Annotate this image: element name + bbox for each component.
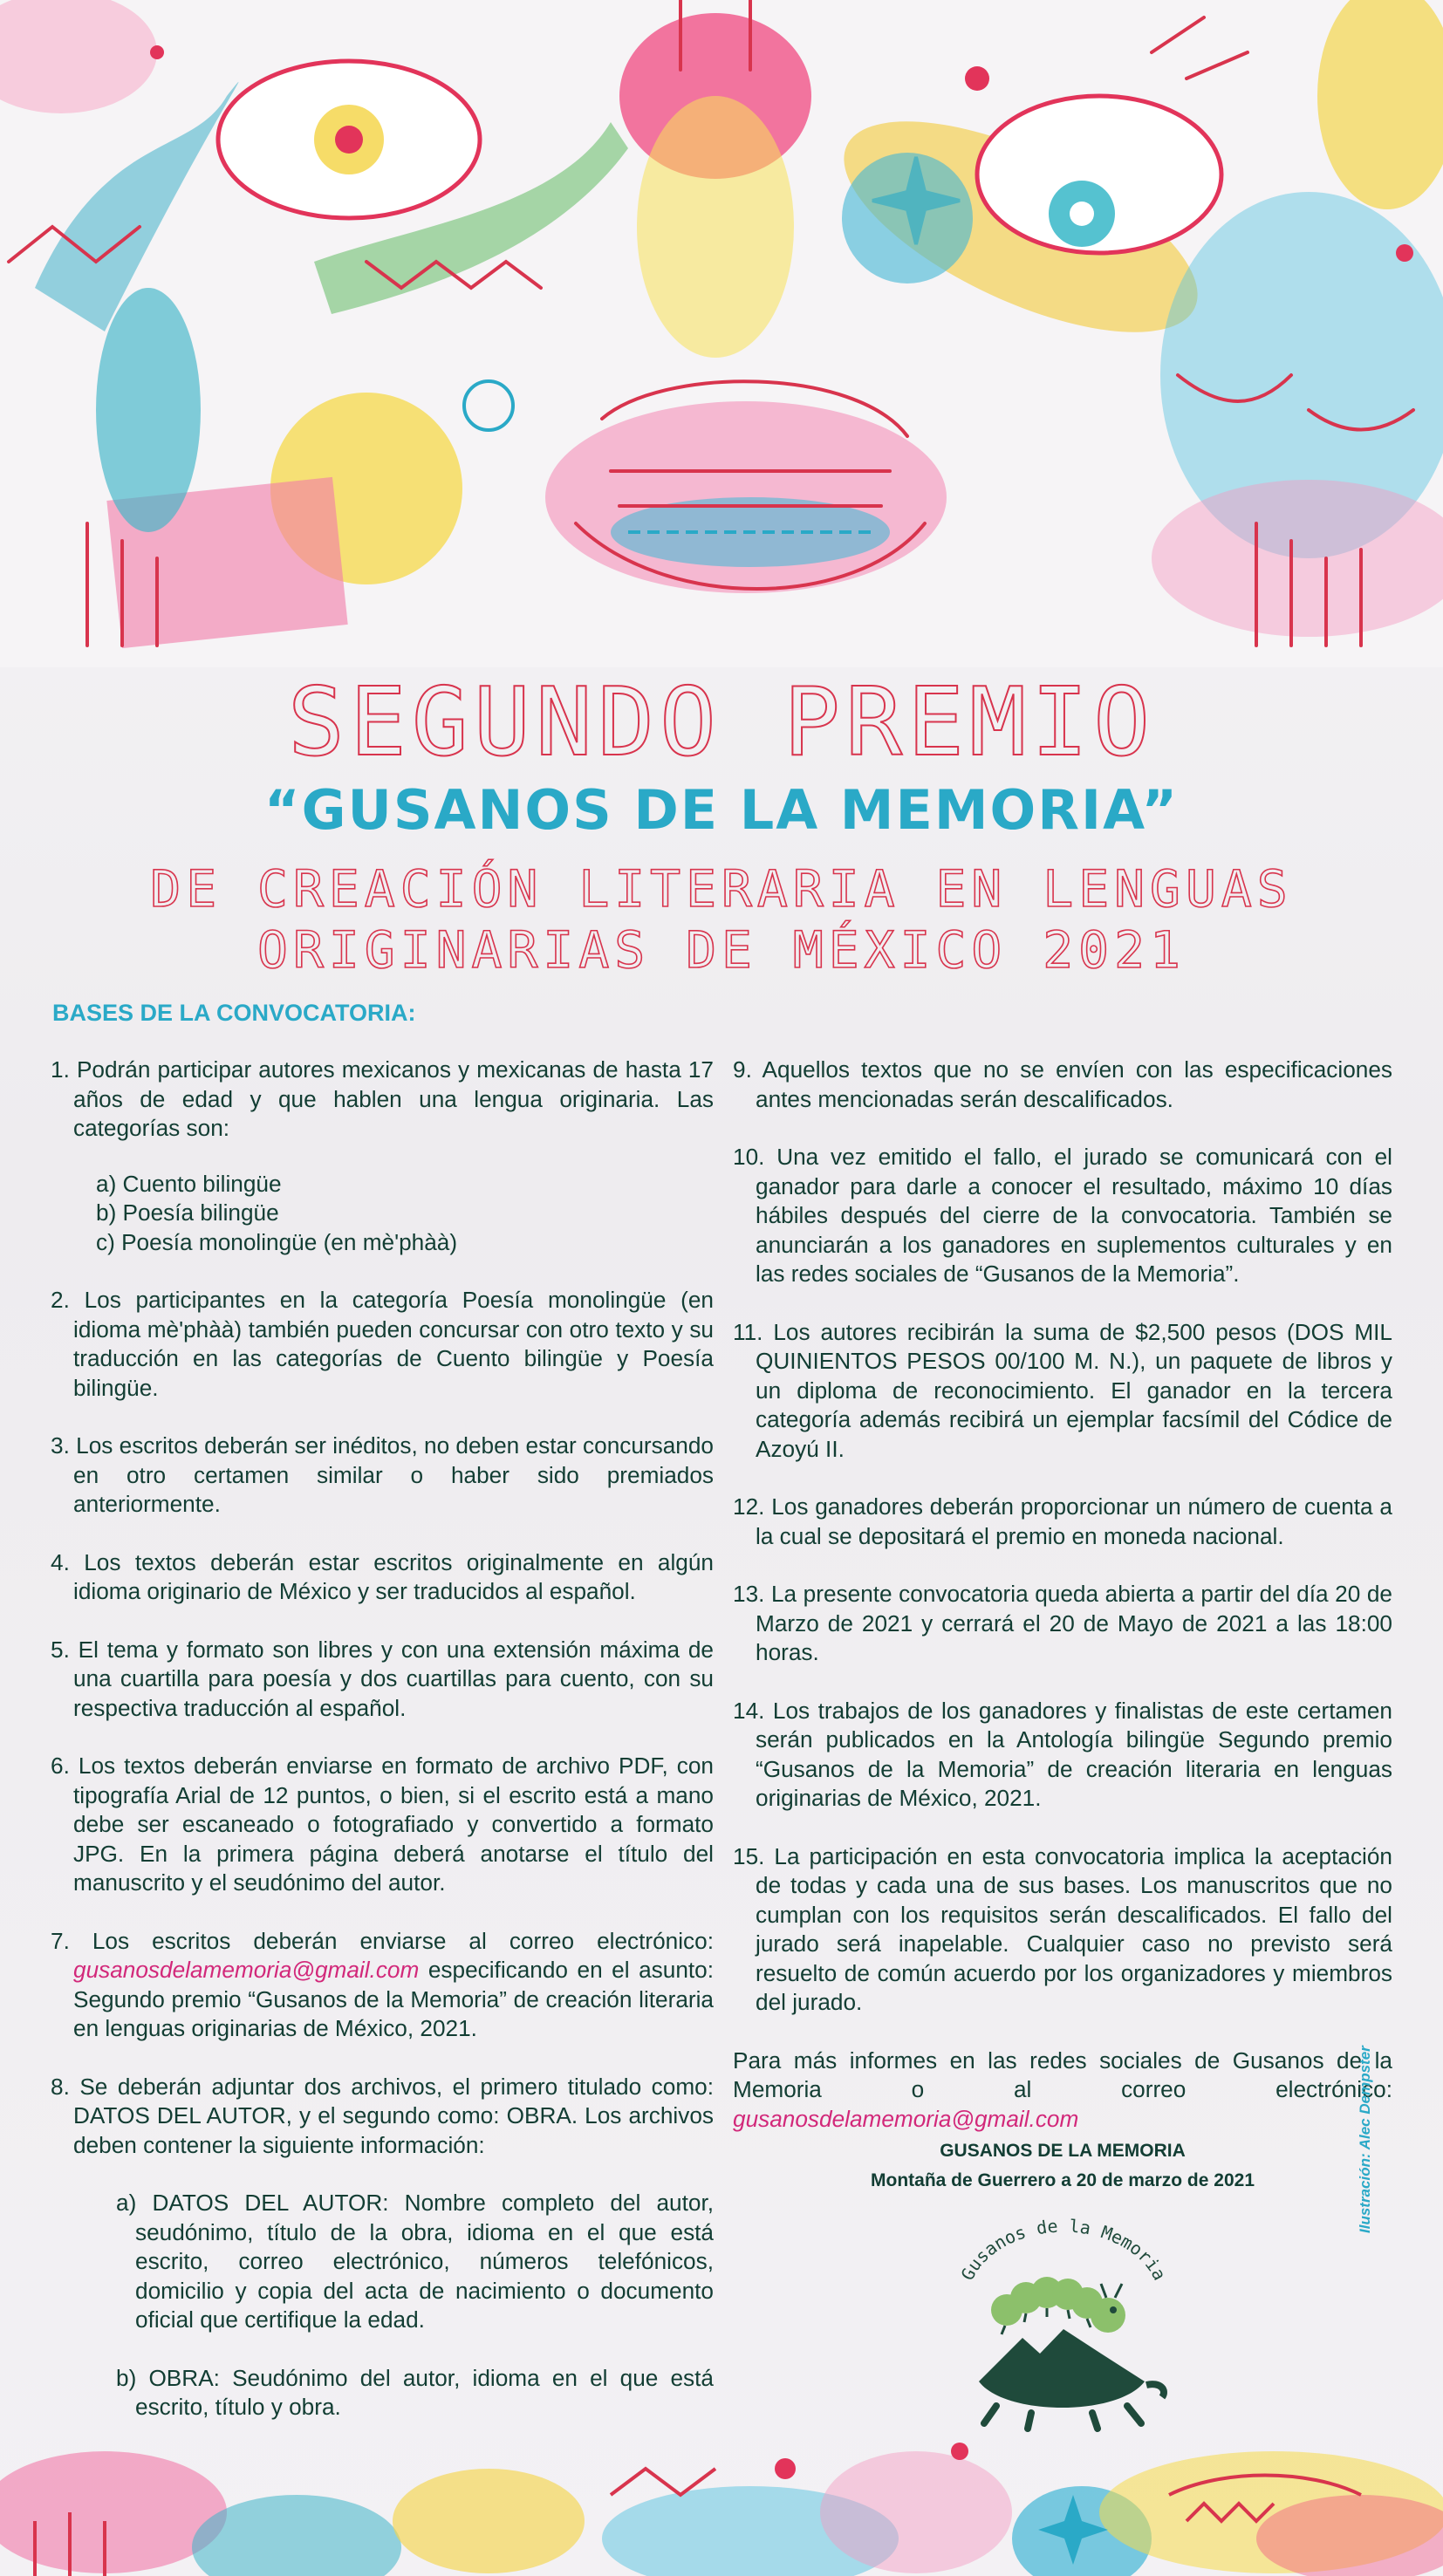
gusanos-logo: [953, 2207, 1174, 2434]
base-item-7-subject: especificando en el asunto: Segundo premio “Gusanos de la Memoria” de creación literaria en lenguas originarias de México, 2021.: [73, 1957, 714, 2041]
title-segundo-premio: SEGUNDO PREMIO: [287, 668, 1156, 777]
base-item-8-obra: b) OBRA: Seudónimo del autor, idioma en el que está escrito, título y obra.: [116, 2364, 714, 2420]
base-item-3: 3. Los escritos deberán ser inéditos, no deben estar concursando en otro certamen similar o haber sido premiados anteriormente.: [51, 1432, 714, 1517]
logo-text: Gusanos de la Memoria: [956, 2215, 1171, 2284]
base-item-2: 2. Los participantes en la categoría Poesía monolingüe (en idioma mè'phàà) también pueden concursar con otro texto y su traducción en las categorías de Cuento bilingüe y Poesía bilingüe.: [51, 1287, 714, 1401]
base-item-1-text: 1. Podrán participar autores mexicanos y mexicanas de hasta 17 años de edad y que hablen una lengua originaria. Las categorías son:: [51, 1056, 714, 1141]
categories-list: [73, 1170, 714, 1258]
informes-paragraph: [733, 2046, 1392, 2135]
base-item-4: 4. Los textos deberán estar escritos originalmente en algún idioma originario de México y ser traducidos al español.: [51, 1548, 714, 1604]
informes-email-link[interactable]: gusanosdelamemoria@gmail.com: [733, 2105, 1079, 2132]
base-item-6: 6. Los textos deberán enviarse en formato de archivo PDF, con tipografía Arial de 12 puntos, o bien, si el escrito está a mano debe ser escaneado o fotografiado y convertido a formato JPG. En la primera página deberá anotarse el título del manuscrito y el seudónimo del autor.: [51, 1753, 714, 1896]
worm-icon: [991, 2277, 1125, 2334]
base-item-8: 8. Se deberán adjuntar dos archivos, el primero titulado como: DATOS DEL AUTOR, y el segundo como: OBRA. Los archivos deben contener la siguiente información:: [51, 2073, 714, 2158]
base-item-10: 10. Una vez emitido el fallo, el jurado se comunicará con el ganador para darle a conocer el resultado, máximo 10 días hábiles después del cierre de la convocatoria. También se anunciarán a los ganadores en suplementos culturales y en las redes sociales de “Gusanos de la Memoria”.: [733, 1144, 1392, 1287]
base-item-7-text: 7. Los escritos deberán enviarse al correo electrónico:: [51, 1927, 714, 1954]
title-gusanos-de-la-memoria: “GUSANOS DE LA MEMORIA”: [263, 778, 1180, 842]
left-column: [51, 1056, 714, 2451]
base-item-14: 14. Los trabajos de los ganadores y finalistas de este certamen serán publicados en la Antología bilingüe Segundo premio “Gusanos de la Memoria” de creación literaria en lenguas originarias de México, 2021.: [733, 1697, 1392, 1811]
base-item-1: [51, 1056, 714, 1257]
base-item-13: 13. La presente convocatoria queda abierta a partir del día 20 de Marzo de 2021 y cerrará el 20 de Mayo de 2021 a las 18:00 horas.: [733, 1581, 1392, 1665]
base-item-9: 9. Aquellos textos que no se envíen con las especificaciones antes mencionadas serán descalificados.: [733, 1056, 1392, 1112]
subtitle-line-2: ORIGINARIAS DE MÉXICO 2021: [257, 919, 1186, 980]
base-item-11: 11. Los autores recibirán la suma de $2,500 pesos (DOS MIL QUINIENTOS PESOS 00/100 M. N.), un paquete de libros y un diploma de reconocimiento. El ganador en la tercera categoría además recibirá un ejemplar facsímil del Códice de Azoyú II.: [733, 1318, 1392, 1462]
category-item: a) Cuento bilingüe: [96, 1170, 282, 1197]
base-item-5: 5. El tema y formato son libres y con una extensión máxima de una cuartilla para poesía y dos cuartillas para cuento, con su respectiva traducción al español.: [51, 1636, 714, 1721]
subtitle-line-1: DE CREACIÓN LITERARIA EN LENGUAS: [150, 859, 1293, 919]
illustration-credit: Ilustración: Alec Dempster: [1357, 2046, 1373, 2233]
turtle-icon: [979, 2329, 1164, 2429]
bottom-illustration: [0, 2416, 1443, 2576]
base-item-15: 15. La participación en esta convocatoria implica la aceptación de todas y cada una de sus bases. Los manuscritos que no cumplan con los requisitos serán descalificados. El fallo del jurado será inapelable. Cualquier caso no previsto será resuelto de común acuerdo por los organizadores y miembros del jurado.: [733, 1842, 1392, 2015]
logo-text-arc: [956, 2216, 1170, 2284]
base-item-7: [51, 1927, 714, 2044]
signature-org: GUSANOS DE LA MEMORIA: [940, 2141, 1186, 2161]
email-link[interactable]: gusanosdelamemoria@gmail.com: [73, 1957, 420, 1983]
right-column: [733, 1056, 1392, 2134]
signature-place-date: Montaña de Guerrero a 20 de marzo de 2021: [871, 2170, 1255, 2190]
category-item: b) Poesía bilingüe: [96, 1199, 279, 1226]
category-item: c) Poesía monolingüe (en mè'phàà): [96, 1228, 458, 1255]
bases-heading: BASES DE LA CONVOCATORIA:: [52, 1000, 416, 1026]
informes-text: Para más informes en las redes sociales de Gusanos de la Memoria o al correo electrónico:: [733, 2046, 1392, 2102]
top-illustration: [0, 0, 1443, 667]
title-subtitle: [0, 859, 1443, 981]
base-item-8-datos-autor: a) DATOS DEL AUTOR: Nombre completo del autor, seudónimo, título de la obra, idioma en el que está escrito, correo electrónico, números telefónicos, domicilio y copia del acta de nacimiento o documento oficial que certifique la edad.: [116, 2190, 714, 2333]
base-item-12: 12. Los ganadores deberán proporcionar un número de cuenta a la cual se depositará el premio en moneda nacional.: [733, 1493, 1392, 1549]
